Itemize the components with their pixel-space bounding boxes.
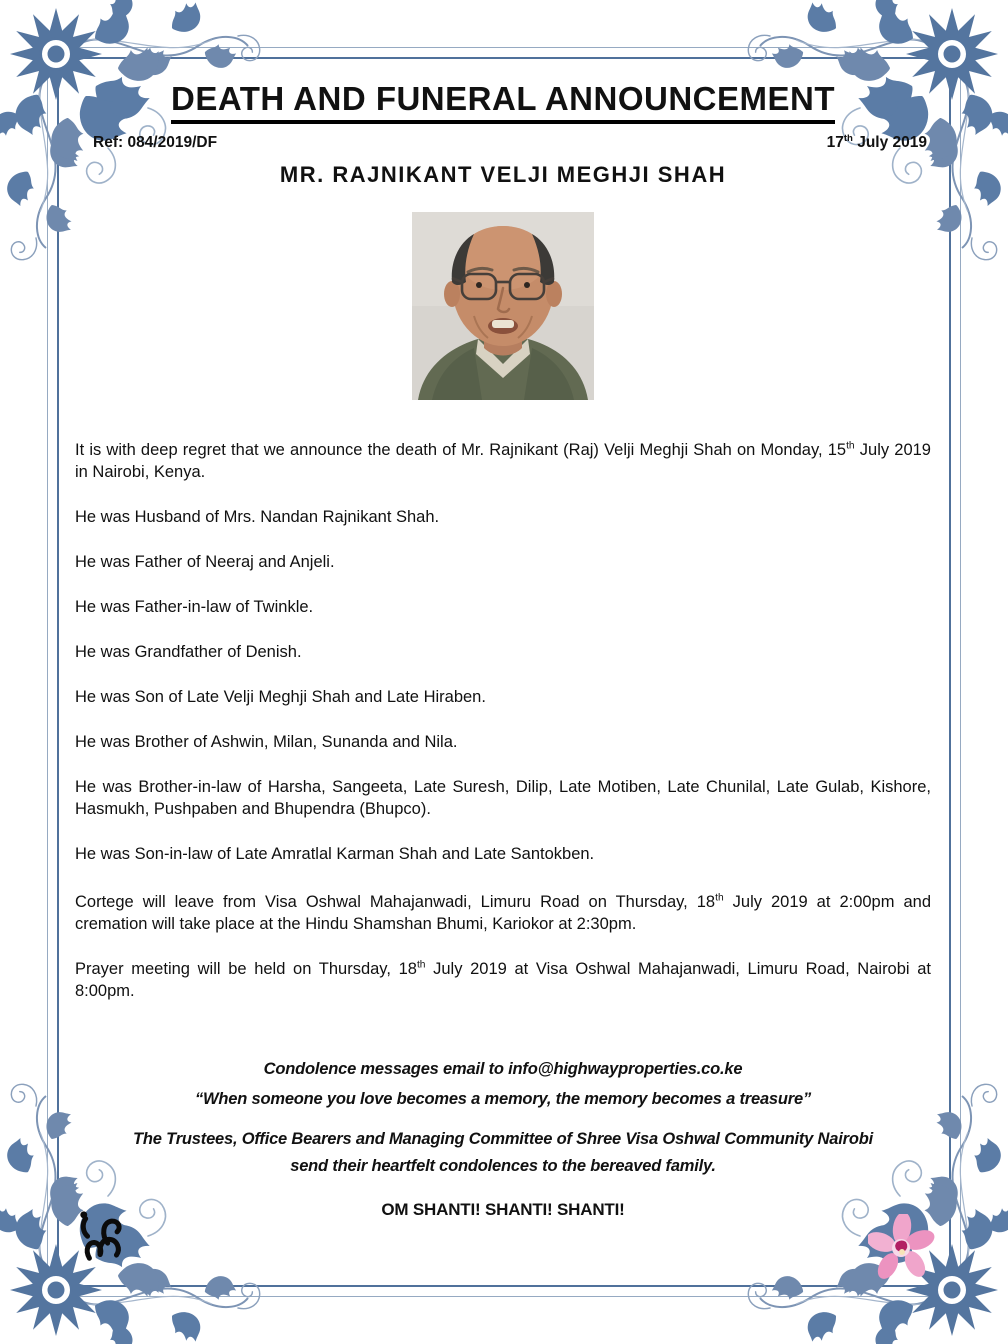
om-symbol-icon bbox=[80, 1208, 124, 1272]
trustees-line-2: send their heartfelt condolences to the bereaved family. bbox=[290, 1157, 716, 1175]
announcement-date: 17th July 2019 bbox=[826, 132, 927, 151]
om-shanti-line: OM SHANTI! SHANTI! SHANTI! bbox=[381, 1200, 625, 1219]
relation-grandfather: He was Grandfather of Denish. bbox=[75, 643, 302, 661]
relation-husband: He was Husband of Mrs. Nandan Rajnikant Shah. bbox=[75, 508, 440, 526]
cortege-details: Cortege will leave from Visa Oshwal Mahajanwadi, Limuru Road on Thursday, 18th July 2019 at 2:00pm and cremation will take place at the Hindu Shamshan Bhumi, Kariokor at 2:30pm. bbox=[75, 892, 932, 933]
relation-son: He was Son of Late Velji Meghji Shah and Late Hiraben. bbox=[75, 688, 486, 706]
reference-date-row bbox=[75, 134, 931, 152]
prayer-meeting-details: Prayer meeting will be held on Thursday, 18th July 2019 at Visa Oshwal Mahajanwadi, Limuru Road, Nairobi at 8:00pm. bbox=[75, 959, 932, 1000]
page-title: DEATH AND FUNERAL ANNOUNCEMENT bbox=[75, 80, 931, 118]
relation-father: He was Father of Neeraj and Anjeli. bbox=[75, 553, 335, 571]
announcement-paragraph: It is with deep regret that we announce the death of Mr. Rajnikant (Raj) Velji Meghji Shah on Monday, 15th July 2019 in Nairobi, Kenya. bbox=[75, 440, 931, 481]
reference-number: Ref: 084/2019/DF bbox=[93, 134, 218, 151]
pink-orchid-flower-icon bbox=[868, 1214, 936, 1282]
deceased-name: MR. RAJNIKANT VELJI MEGHJI SHAH bbox=[279, 162, 727, 187]
closing-section bbox=[75, 1058, 931, 1221]
relation-brother-in-law: He was Brother-in-law of Harsha, Sangeeta, Late Suresh, Dilip, Late Motiben, Late Chunilal, Late Gulab, Kishore, Hasmukh, Pushpaben and Bhupendra (Bhupco). bbox=[75, 778, 931, 818]
portrait-photo-frame bbox=[75, 212, 931, 405]
relation-son-in-law: He was Son-in-law of Late Amratlal Karman Shah and Late Santokben. bbox=[75, 845, 595, 863]
condolence-email-line: Condolence messages email to info@highwayproperties.co.ke bbox=[263, 1060, 743, 1078]
document-content bbox=[75, 80, 931, 1221]
trustees-line-1: The Trustees, Office Bearers and Managing Committee of Shree Visa Oshwal Community Nairobi bbox=[133, 1130, 873, 1148]
portrait-photo bbox=[412, 212, 594, 400]
memorial-quote: “When someone you love becomes a memory, the memory becomes a treasure” bbox=[194, 1090, 812, 1108]
relation-brother: He was Brother of Ashwin, Milan, Sunanda and Nila. bbox=[75, 733, 458, 751]
relation-father-in-law: He was Father-in-law of Twinkle. bbox=[75, 598, 314, 616]
